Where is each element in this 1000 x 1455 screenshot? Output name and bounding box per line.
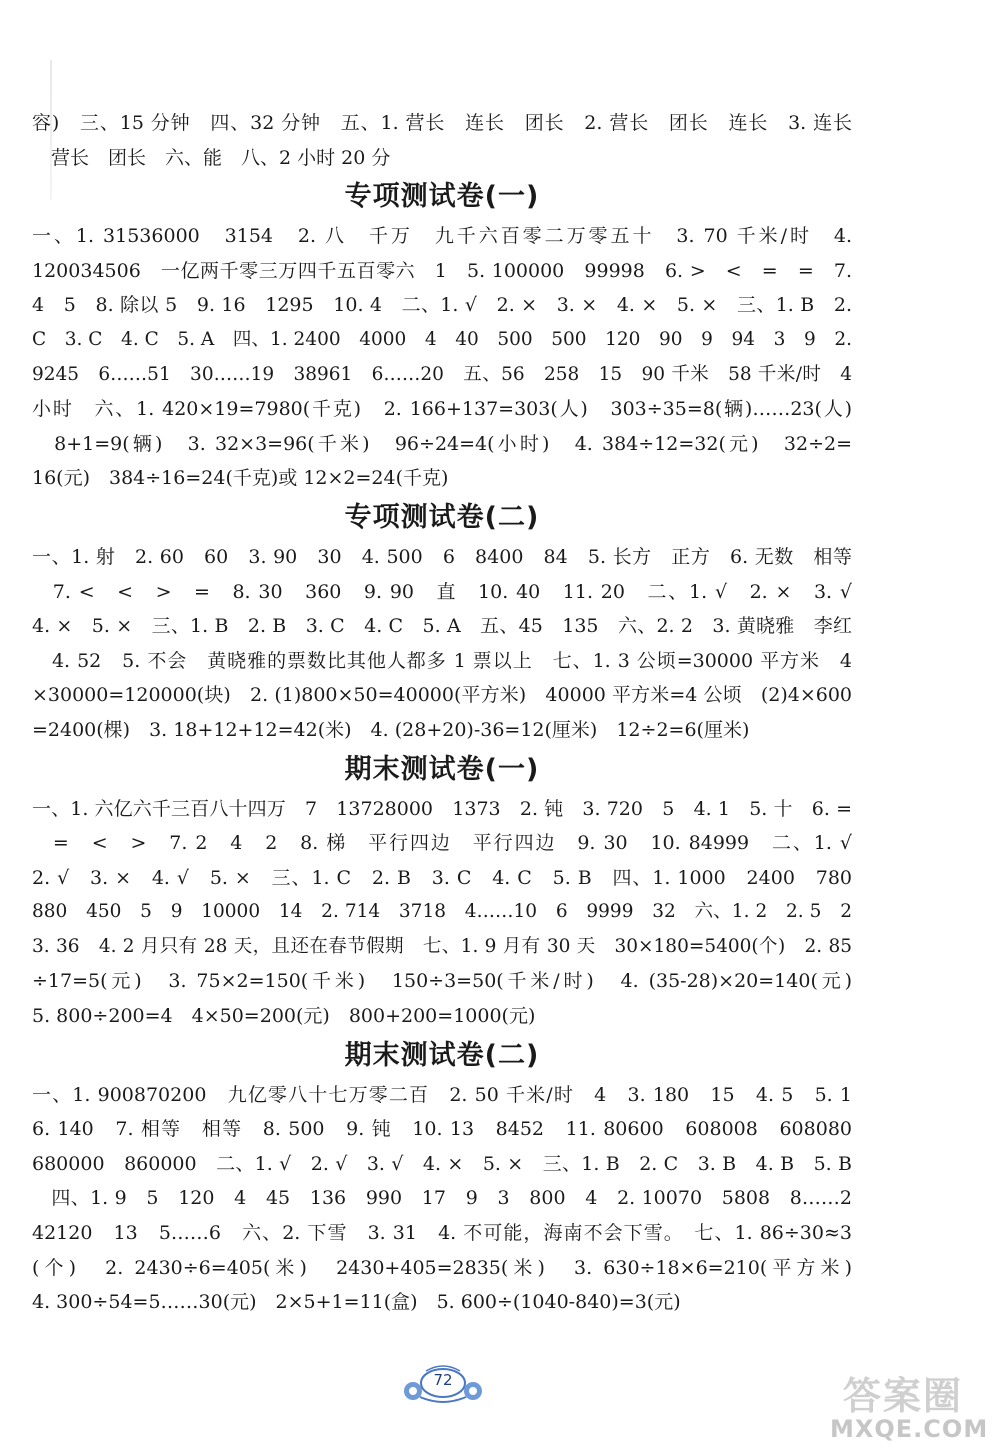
text-line: 3. 36 4. 2 月只有 28 天，且还在春节假期 七、1. 9 月有 30 天 30×180=5400(个) 2. 85 xyxy=(32,935,852,957)
watermark-logo xyxy=(812,1365,992,1450)
text-line: 一、1. 六亿六千三百八十四万 7 13728000 1373 2. 钝 3. 720 5 4. 1 5. 十 6. = xyxy=(32,797,852,820)
text-line: 4. 52 5. 不会 黄晓雅的票数比其他人都多 1 票以上 七、1. 3 公顷=30000 平方米 4 xyxy=(32,649,852,672)
text-line: 一、1. 31536000 3154 2. 八 千万 九千六百零二万零五十 3. 70 千米/时 4. xyxy=(32,225,852,248)
text-line: 4. × 5. × 三、1. B 2. B 3. C 4. C 5. A 五、45 135 六、2. 2 3. 黄晓雅 李红 xyxy=(32,615,852,638)
text-line: 营长 团长 六、能 八、2 小时 20 分 xyxy=(32,146,391,169)
text-line: 16(元) 384÷16=24(千克)或 12×2=24(千克) xyxy=(32,467,449,490)
text-line: ×30000=120000(块) 2. (1)800×50=40000(平方米) 40000 平方米=4 公顷 (2)4×600 xyxy=(32,684,852,707)
text-line: 42120 13 5……6 六、2. 下雪 3. 31 4. 不可能，海南不会下雪。 七、1. 86÷30≈3 xyxy=(32,1222,852,1245)
text-line: (个) 2. 2430÷6=405(米) 2430+405=2835(米) 3. 630÷18×6=210(平方米) xyxy=(32,1256,852,1279)
text-line: ÷17=5(元) 3. 75×2=150(千米) 150÷3=50(千米/时) 4. (35-28)×20=140(元) xyxy=(32,970,852,993)
text-line: =2400(棵) 3. 18+12+12=42(米) 4. (28+20)-36=12(厘米) 12÷2=6(厘米) xyxy=(32,718,750,741)
text-line: 9245 6……51 30……19 38961 6……20 五、56 258 15 90 千米 58 千米/时 4 xyxy=(32,363,852,385)
watermark-main: 答案圈 xyxy=(842,1374,963,1418)
text-line: 5. 800÷200=4 4×50=200(元) 800+200=1000(元) xyxy=(32,1005,536,1028)
text-line: 容) 三、15 分钟 四、32 分钟 五、1. 营长 连长 团长 2. 营长 团长 连长 3. 连长 xyxy=(32,112,852,134)
section-title: 期末测试卷(二) xyxy=(344,1039,540,1071)
text-line: 2. √ 3. × 4. √ 5. × 三、1. C 2. B 3. C 4. C 5. B 四、1. 1000 2400 780 xyxy=(32,866,852,889)
page-number: 72 xyxy=(433,1371,453,1389)
text-line: 680000 860000 二、1. √ 2. √ 3. √ 4. × 5. × 三、1. B 2. C 3. B 4. B 5. B xyxy=(32,1152,852,1175)
page-number-badge xyxy=(402,1363,484,1405)
section-title: 专项测试卷(一) xyxy=(344,181,540,213)
section-title: 期末测试卷(一) xyxy=(344,753,540,785)
text-line: 6. 140 7. 相等 相等 8. 500 9. 钝 10. 13 8452 11. 80600 608008 608080 xyxy=(32,1118,852,1141)
text-line: 120034506 一亿两千零三万四千五百零六 1 5. 100000 99998 6. > < = = 7. xyxy=(32,259,852,282)
text-line: 7. < < > = 8. 30 360 9. 90 直 10. 40 11. 20 二、1. √ 2. × 3. √ xyxy=(32,580,852,603)
text-line: 一、1. 900870200 九亿零八十七万零二百 2. 50 千米/时 4 3. 180 15 4. 5 5. 1 xyxy=(32,1083,852,1106)
text-line: C 3. C 4. C 5. A 四、1. 2400 4000 4 40 500 500 120 90 9 94 3 9 2. xyxy=(32,328,852,350)
text-line: 小时 六、1. 420×19=7980(千克) 2. 166+137=303(人) 303÷35=8(辆)……23(人) xyxy=(32,398,852,421)
text-line: 一、1. 射 2. 60 60 3. 90 30 4. 500 6 8400 84 5. 长方 正方 6. 无数 相等 xyxy=(32,545,852,568)
text-line: 8+1=9(辆) 3. 32×3=96(千米) 96÷24=4(小时) 4. 384÷12=32(元) 32÷2= xyxy=(32,432,852,455)
text-line: 四、1. 9 5 120 4 45 136 990 17 9 3 800 4 2. 10070 5808 8……2 xyxy=(32,1187,852,1210)
text-line: 880 450 5 9 10000 14 2. 714 3718 4……10 6 9999 32 六、1. 2 2. 5 2 xyxy=(32,901,852,923)
text-line: 4. 300÷54=5……30(元) 2×5+1=11(盒) 5. 600÷(1040-840)=3(元) xyxy=(32,1291,681,1314)
text-line: = < > 7. 2 4 2 8. 梯 平行四边 平行四边 9. 30 10. 84999 二、1. √ xyxy=(32,832,852,855)
watermark-url: MXQE.COM xyxy=(830,1415,989,1443)
text-line: 4 5 8. 除以 5 9. 16 1295 10. 4 二、1. √ 2. × 3. × 4. × 5. × 三、1. B 2. xyxy=(32,294,852,317)
section-title: 专项测试卷(二) xyxy=(344,501,540,533)
answer-content xyxy=(32,106,868,1320)
